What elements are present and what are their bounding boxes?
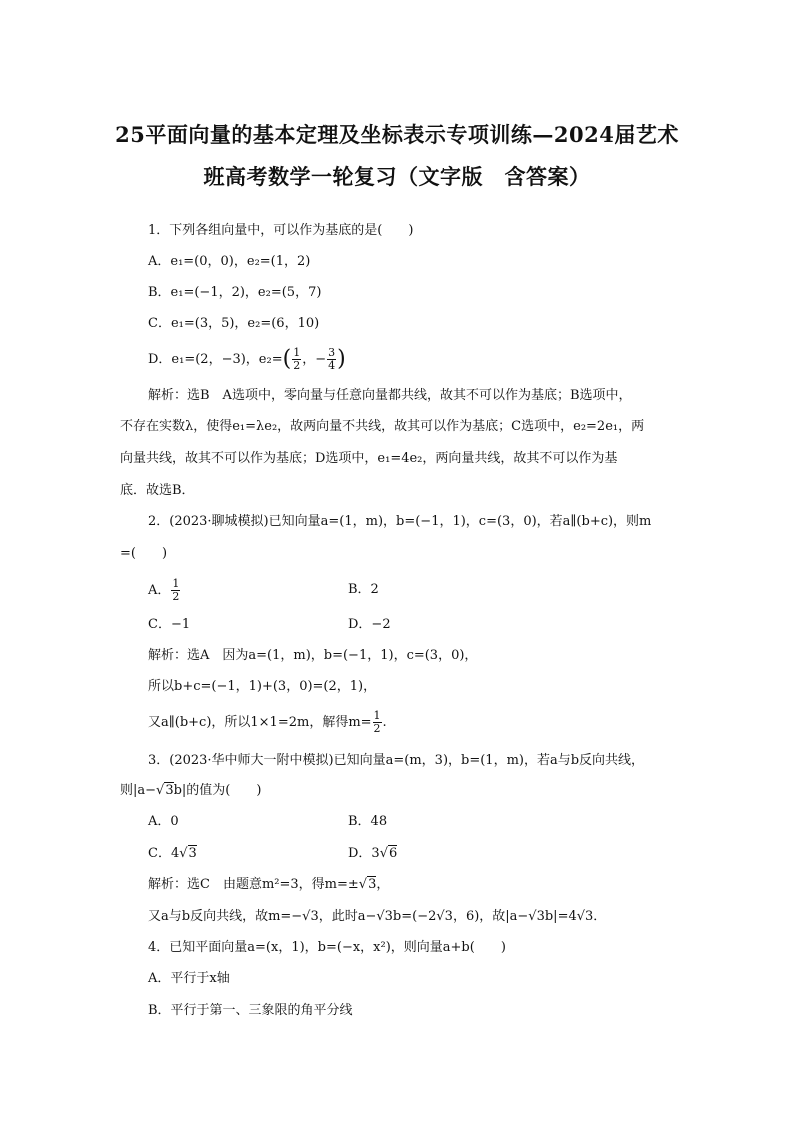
q2-solution-line-3-prefix: 又a∥(b+c)，所以1×1=2m，解得m= xyxy=(148,715,372,730)
q3-solution-line-1: 解析：选C 由题意m²=3，得m=±√3， xyxy=(148,877,390,892)
q3-solution-part-a: 解析：选C 由题意m²=3，得m=± xyxy=(148,877,359,892)
paren-close: ) xyxy=(337,346,346,372)
fraction xyxy=(292,347,301,372)
q3-solution-part-b: ， xyxy=(376,877,390,892)
q3-option-a: A．0 xyxy=(148,814,179,829)
q3-stem-line-2: 则|a−√3b|的值为( ) xyxy=(120,783,262,798)
denominator: 2 xyxy=(172,590,180,603)
q2-option-c: C．−1 xyxy=(148,617,191,632)
q1-solution-line-4: 底．故选B． xyxy=(120,483,195,498)
radicand: 3 xyxy=(368,877,377,892)
q4-option-b: B．平行于第一、三象限的角平分线 xyxy=(148,1003,353,1018)
q3-option-c-prefix: C．4 xyxy=(148,846,180,861)
q1-option-a: A．e₁=(0，0)，e₂=(1，2) xyxy=(148,254,311,269)
q2-solution-line-2: 所以b+c=(−1，1)+(3，0)=(2，1)， xyxy=(148,679,377,694)
q2-option-a-prefix: A． xyxy=(148,583,171,598)
q3-stem-part-b: b|的值为( ) xyxy=(173,783,262,798)
numerator: 1 xyxy=(293,346,301,359)
q4-option-a: A．平行于x轴 xyxy=(148,971,230,986)
denominator: 2 xyxy=(293,359,301,372)
fraction xyxy=(373,710,382,735)
q3-option-b: B．48 xyxy=(348,814,388,829)
q2-solution-line-3 xyxy=(148,710,708,735)
denominator: 4 xyxy=(328,359,336,372)
document-title-line-2: 班高考数学一轮复习（文字版 含答案） xyxy=(203,164,591,189)
q3-stem-line-1: 3．(2023·华中师大一附中模拟)已知向量a=(m，3)，b=(1，m)，若a与b反向共线， xyxy=(148,753,645,768)
q2-option-d: D．−2 xyxy=(348,617,391,632)
q1-option-b: B．e₁=(−1，2)，e₂=(5，7) xyxy=(148,285,322,300)
q4-stem: 4．已知平面向量a=(x，1)，b=(−x，x²)，则向量a+b( ) xyxy=(148,940,506,955)
numerator: 3 xyxy=(328,346,336,359)
document-title-line-1: 25平面向量的基本定理及坐标表示专项训练—2024届艺术 xyxy=(115,122,679,147)
q3-stem-part-a: 则|a− xyxy=(120,783,157,798)
q1-solution-line-2: 不存在实数λ，使得e₁=λe₂，故两向量不共线，故其可以作为基底；C选项中，e₂=2e₁，两 xyxy=(120,419,645,434)
q1-option-c: C．e₁=(3，5)，e₂=(6，10) xyxy=(148,316,320,331)
q1-solution-line-1: 解析：选B A选项中，零向量与任意向量都共线，故其不可以作为基底；B选项中， xyxy=(148,388,632,403)
q3-option-d-prefix: D．3 xyxy=(348,846,380,861)
numerator: 1 xyxy=(373,709,381,722)
numerator: 1 xyxy=(172,577,180,590)
fraction xyxy=(327,347,336,372)
q2-solution-line-3-suffix: . xyxy=(382,715,387,730)
q2-stem-line-1: 2．(2023·聊城模拟)已知向量a=(1，m)，b=(−1，1)，c=(3，0)，若a∥(b+c)，则m xyxy=(148,514,652,529)
q1-solution-line-3: 向量共线，故其不可以作为基底；D选项中，e₁=4e₂，两向量共线，故其不可以作为基 xyxy=(120,451,618,466)
q3-option-d: D．3√6 xyxy=(348,846,398,861)
q2-stem-line-2: =( ) xyxy=(120,546,168,561)
q2-option-a xyxy=(148,578,708,603)
q1-option-d-prefix: D．e₁=(2，−3)，e₂= xyxy=(148,352,283,367)
q3-solution-line-2: 又a与b反向共线，故m=−√3，此时a−√3b=(−2√3，6)，故|a−√3b|=4√3． xyxy=(148,909,607,924)
q2-solution-line-1: 解析：选A 因为a=(1，m)，b=(−1，1)，c=(3，0)， xyxy=(148,648,478,663)
radicand: 3 xyxy=(188,846,197,861)
q3-option-c: C．4√3 xyxy=(148,846,197,861)
separator: ，− xyxy=(302,352,327,367)
paren-open: ( xyxy=(282,346,292,372)
q2-option-b: B．2 xyxy=(348,582,379,597)
q1-option-d xyxy=(148,347,708,372)
denominator: 2 xyxy=(373,722,381,735)
radicand: 3 xyxy=(165,783,174,798)
fraction xyxy=(171,578,180,603)
radicand: 6 xyxy=(389,846,398,861)
q1-stem: 1．下列各组向量中，可以作为基底的是( ) xyxy=(148,223,414,238)
